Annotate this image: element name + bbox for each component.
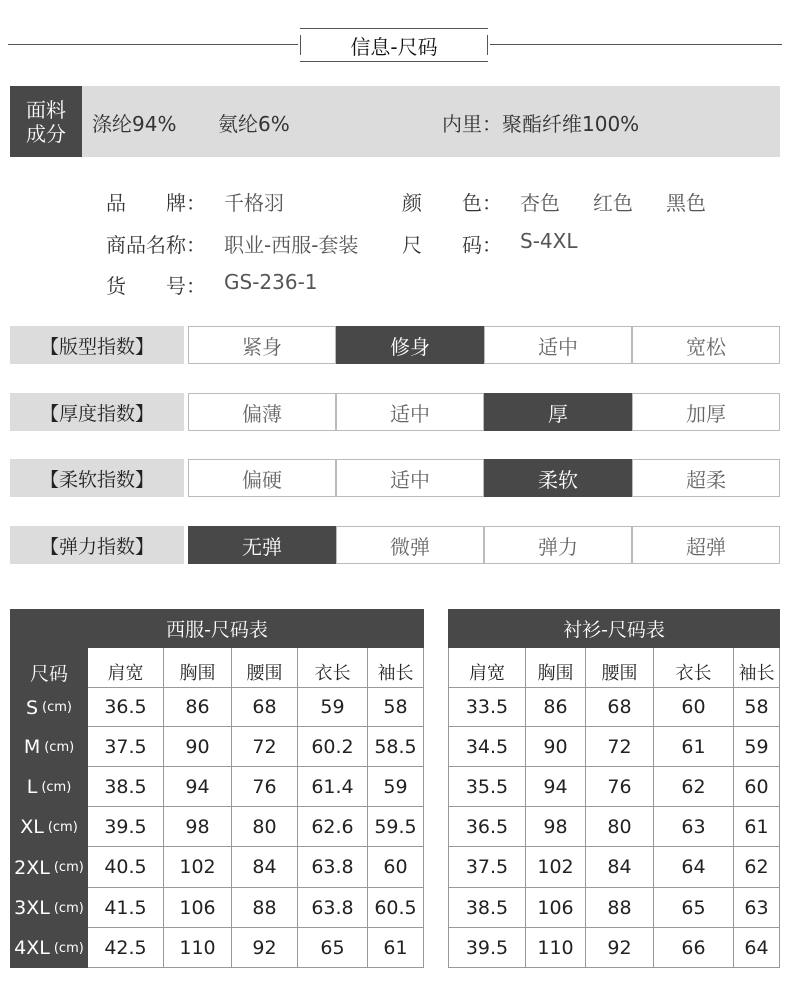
table-cell: 76	[232, 767, 298, 807]
brand-label: 品 牌：	[106, 191, 206, 215]
table-cell: 80	[586, 807, 654, 847]
column-header: 衣长	[654, 648, 734, 688]
table-cell: 58	[734, 688, 780, 727]
size-unit: (cm)	[53, 940, 84, 956]
column-header: 肩宽	[448, 648, 526, 688]
size-name: 4XL	[14, 937, 50, 959]
table-cell: 36.5	[88, 688, 164, 727]
table-cell: 63	[734, 888, 780, 928]
size-name: M	[23, 736, 41, 758]
fabric-label	[10, 86, 82, 157]
table-cell: 65	[298, 928, 368, 968]
table-cell: 59.5	[368, 807, 424, 847]
table-cell: 60	[368, 847, 424, 888]
index-option-selected: 厚	[484, 393, 632, 431]
table-cell: 68	[586, 688, 654, 727]
size-unit: (cm)	[53, 860, 84, 875]
table-cell: 61	[654, 727, 734, 767]
product-name-label: 商品名称：	[106, 233, 206, 257]
size-unit: (cm)	[42, 700, 73, 715]
index-option: 偏薄	[188, 393, 336, 431]
size-cell	[10, 688, 88, 727]
size-name: 3XL	[14, 897, 50, 919]
table-cell: 72	[586, 727, 654, 767]
table-cell: 62	[734, 847, 780, 888]
color-value: 杏色	[520, 191, 560, 215]
table-cell: 106	[526, 888, 586, 928]
table-cell: 37.5	[448, 847, 526, 888]
index-option: 适中	[336, 393, 484, 431]
table-cell: 90	[526, 727, 586, 767]
index-label: 【柔软指数】	[10, 459, 184, 497]
table-cell: 110	[526, 928, 586, 968]
fabric-composition-bar	[10, 86, 780, 157]
table-cell: 38.5	[88, 767, 164, 807]
fabric-label-line1: 面料	[26, 97, 66, 122]
size-cell	[10, 928, 88, 968]
size-name: S	[25, 696, 39, 719]
brand-value: 千格羽	[224, 191, 284, 215]
size-unit: (cm)	[53, 900, 84, 916]
index-option: 微弹	[336, 526, 484, 564]
table-cell: 65	[654, 888, 734, 928]
index-option: 适中	[336, 459, 484, 497]
table-cell: 84	[232, 847, 298, 888]
table-cell: 62	[654, 767, 734, 807]
table-cell: 36.5	[448, 807, 526, 847]
header-line-right	[490, 44, 782, 45]
index-option: 偏硬	[188, 459, 336, 497]
index-label: 【弹力指数】	[10, 526, 184, 564]
size-value: S-4XL	[520, 229, 578, 253]
table-cell: 106	[164, 888, 232, 928]
table-cell: 88	[232, 888, 298, 928]
fabric-label-line2: 成分	[26, 121, 66, 146]
index-option: 紧身	[188, 326, 336, 364]
table-cell: 33.5	[448, 688, 526, 727]
shirt-table-title	[448, 609, 780, 648]
table-cell: 60	[734, 767, 780, 807]
fabric-item: 涤纶94%	[92, 112, 177, 136]
table-cell: 88	[586, 888, 654, 928]
size-name: L	[26, 776, 38, 798]
section-title-text: 信息-尺码	[350, 34, 438, 59]
size-cell	[10, 888, 88, 928]
table-cell: 72	[232, 727, 298, 767]
index-option: 宽松	[632, 326, 780, 364]
table-cell: 86	[526, 688, 586, 727]
table-cell: 68	[232, 688, 298, 727]
table-cell: 92	[232, 928, 298, 968]
column-header: 肩宽	[88, 648, 164, 688]
index-label: 【厚度指数】	[10, 393, 184, 431]
table-cell: 61.4	[298, 767, 368, 807]
index-option: 超柔	[632, 459, 780, 497]
table-cell: 59	[734, 727, 780, 767]
table-cell: 98	[164, 807, 232, 847]
table-cell: 90	[164, 727, 232, 767]
table-cell: 37.5	[88, 727, 164, 767]
size-unit: (cm)	[47, 819, 78, 835]
table-cell: 64	[654, 847, 734, 888]
table-cell: 94	[526, 767, 586, 807]
size-name: 2XL	[14, 856, 50, 879]
table-cell: 40.5	[88, 847, 164, 888]
header-line-left	[8, 44, 298, 45]
color-label: 颜 色：	[402, 191, 502, 215]
table-cell: 76	[586, 767, 654, 807]
table-cell: 66	[654, 928, 734, 968]
table-cell: 39.5	[448, 928, 526, 968]
table-cell: 102	[164, 847, 232, 888]
section-title	[300, 28, 488, 62]
table-cell: 62.6	[298, 807, 368, 847]
sku-label: 货 号：	[106, 274, 206, 298]
size-cell	[10, 767, 88, 807]
size-cell	[10, 847, 88, 888]
table-cell: 60.5	[368, 888, 424, 928]
table-cell: 42.5	[88, 928, 164, 968]
table-cell: 60.2	[298, 727, 368, 767]
column-header: 袖长	[734, 648, 780, 688]
size-name: XL	[20, 816, 44, 838]
table-cell: 63.8	[298, 847, 368, 888]
table-cell: 58	[368, 688, 424, 727]
suit-table-title	[10, 609, 424, 648]
sku-value: GS-236-1	[224, 270, 318, 294]
table-cell: 41.5	[88, 888, 164, 928]
table-cell: 39.5	[88, 807, 164, 847]
index-option: 适中	[484, 326, 632, 364]
table-cell: 102	[526, 847, 586, 888]
table-cell: 35.5	[448, 767, 526, 807]
fabric-item: 内里：聚酯纤维100%	[442, 112, 640, 136]
column-header: 胸围	[526, 648, 586, 688]
column-header: 腰围	[586, 648, 654, 688]
table-cell: 84	[586, 847, 654, 888]
table-cell: 60	[654, 688, 734, 727]
column-header: 袖长	[368, 648, 424, 688]
size-cell	[10, 807, 88, 847]
table-cell: 61	[734, 807, 780, 847]
fabric-item: 氨纶6%	[218, 112, 290, 136]
table-cell: 80	[232, 807, 298, 847]
table-cell: 86	[164, 688, 232, 727]
suit-table-title-text: 西服-尺码表	[166, 619, 268, 641]
color-value: 黑色	[666, 191, 706, 215]
table-cell: 98	[526, 807, 586, 847]
index-option: 加厚	[632, 393, 780, 431]
table-cell: 34.5	[448, 727, 526, 767]
index-option-selected: 修身	[336, 326, 484, 364]
index-label: 【版型指数】	[10, 326, 184, 364]
size-label: 尺 码：	[402, 233, 502, 257]
product-name-value: 职业-西服-套装	[224, 233, 359, 257]
table-cell: 110	[164, 928, 232, 968]
index-option-selected: 柔软	[484, 459, 632, 497]
index-option: 弹力	[484, 526, 632, 564]
table-cell: 63	[654, 807, 734, 847]
column-header: 衣长	[298, 648, 368, 688]
table-cell: 59	[368, 767, 424, 807]
table-cell: 63.8	[298, 888, 368, 928]
shirt-table-title-text: 衬衫-尺码表	[563, 619, 665, 641]
index-option: 超弹	[632, 526, 780, 564]
table-cell: 38.5	[448, 888, 526, 928]
color-value: 红色	[593, 191, 633, 215]
table-cell: 92	[586, 928, 654, 968]
table-cell: 59	[298, 688, 368, 727]
index-option-selected: 无弹	[188, 526, 336, 564]
table-cell: 94	[164, 767, 232, 807]
table-cell: 58.5	[368, 727, 424, 767]
column-header: 腰围	[232, 648, 298, 688]
size-header: 尺码	[10, 648, 88, 688]
table-cell: 64	[734, 928, 780, 968]
size-unit: (cm)	[44, 739, 75, 755]
size-unit: (cm)	[41, 779, 72, 795]
table-cell: 61	[368, 928, 424, 968]
size-cell	[10, 727, 88, 767]
column-header: 胸围	[164, 648, 232, 688]
